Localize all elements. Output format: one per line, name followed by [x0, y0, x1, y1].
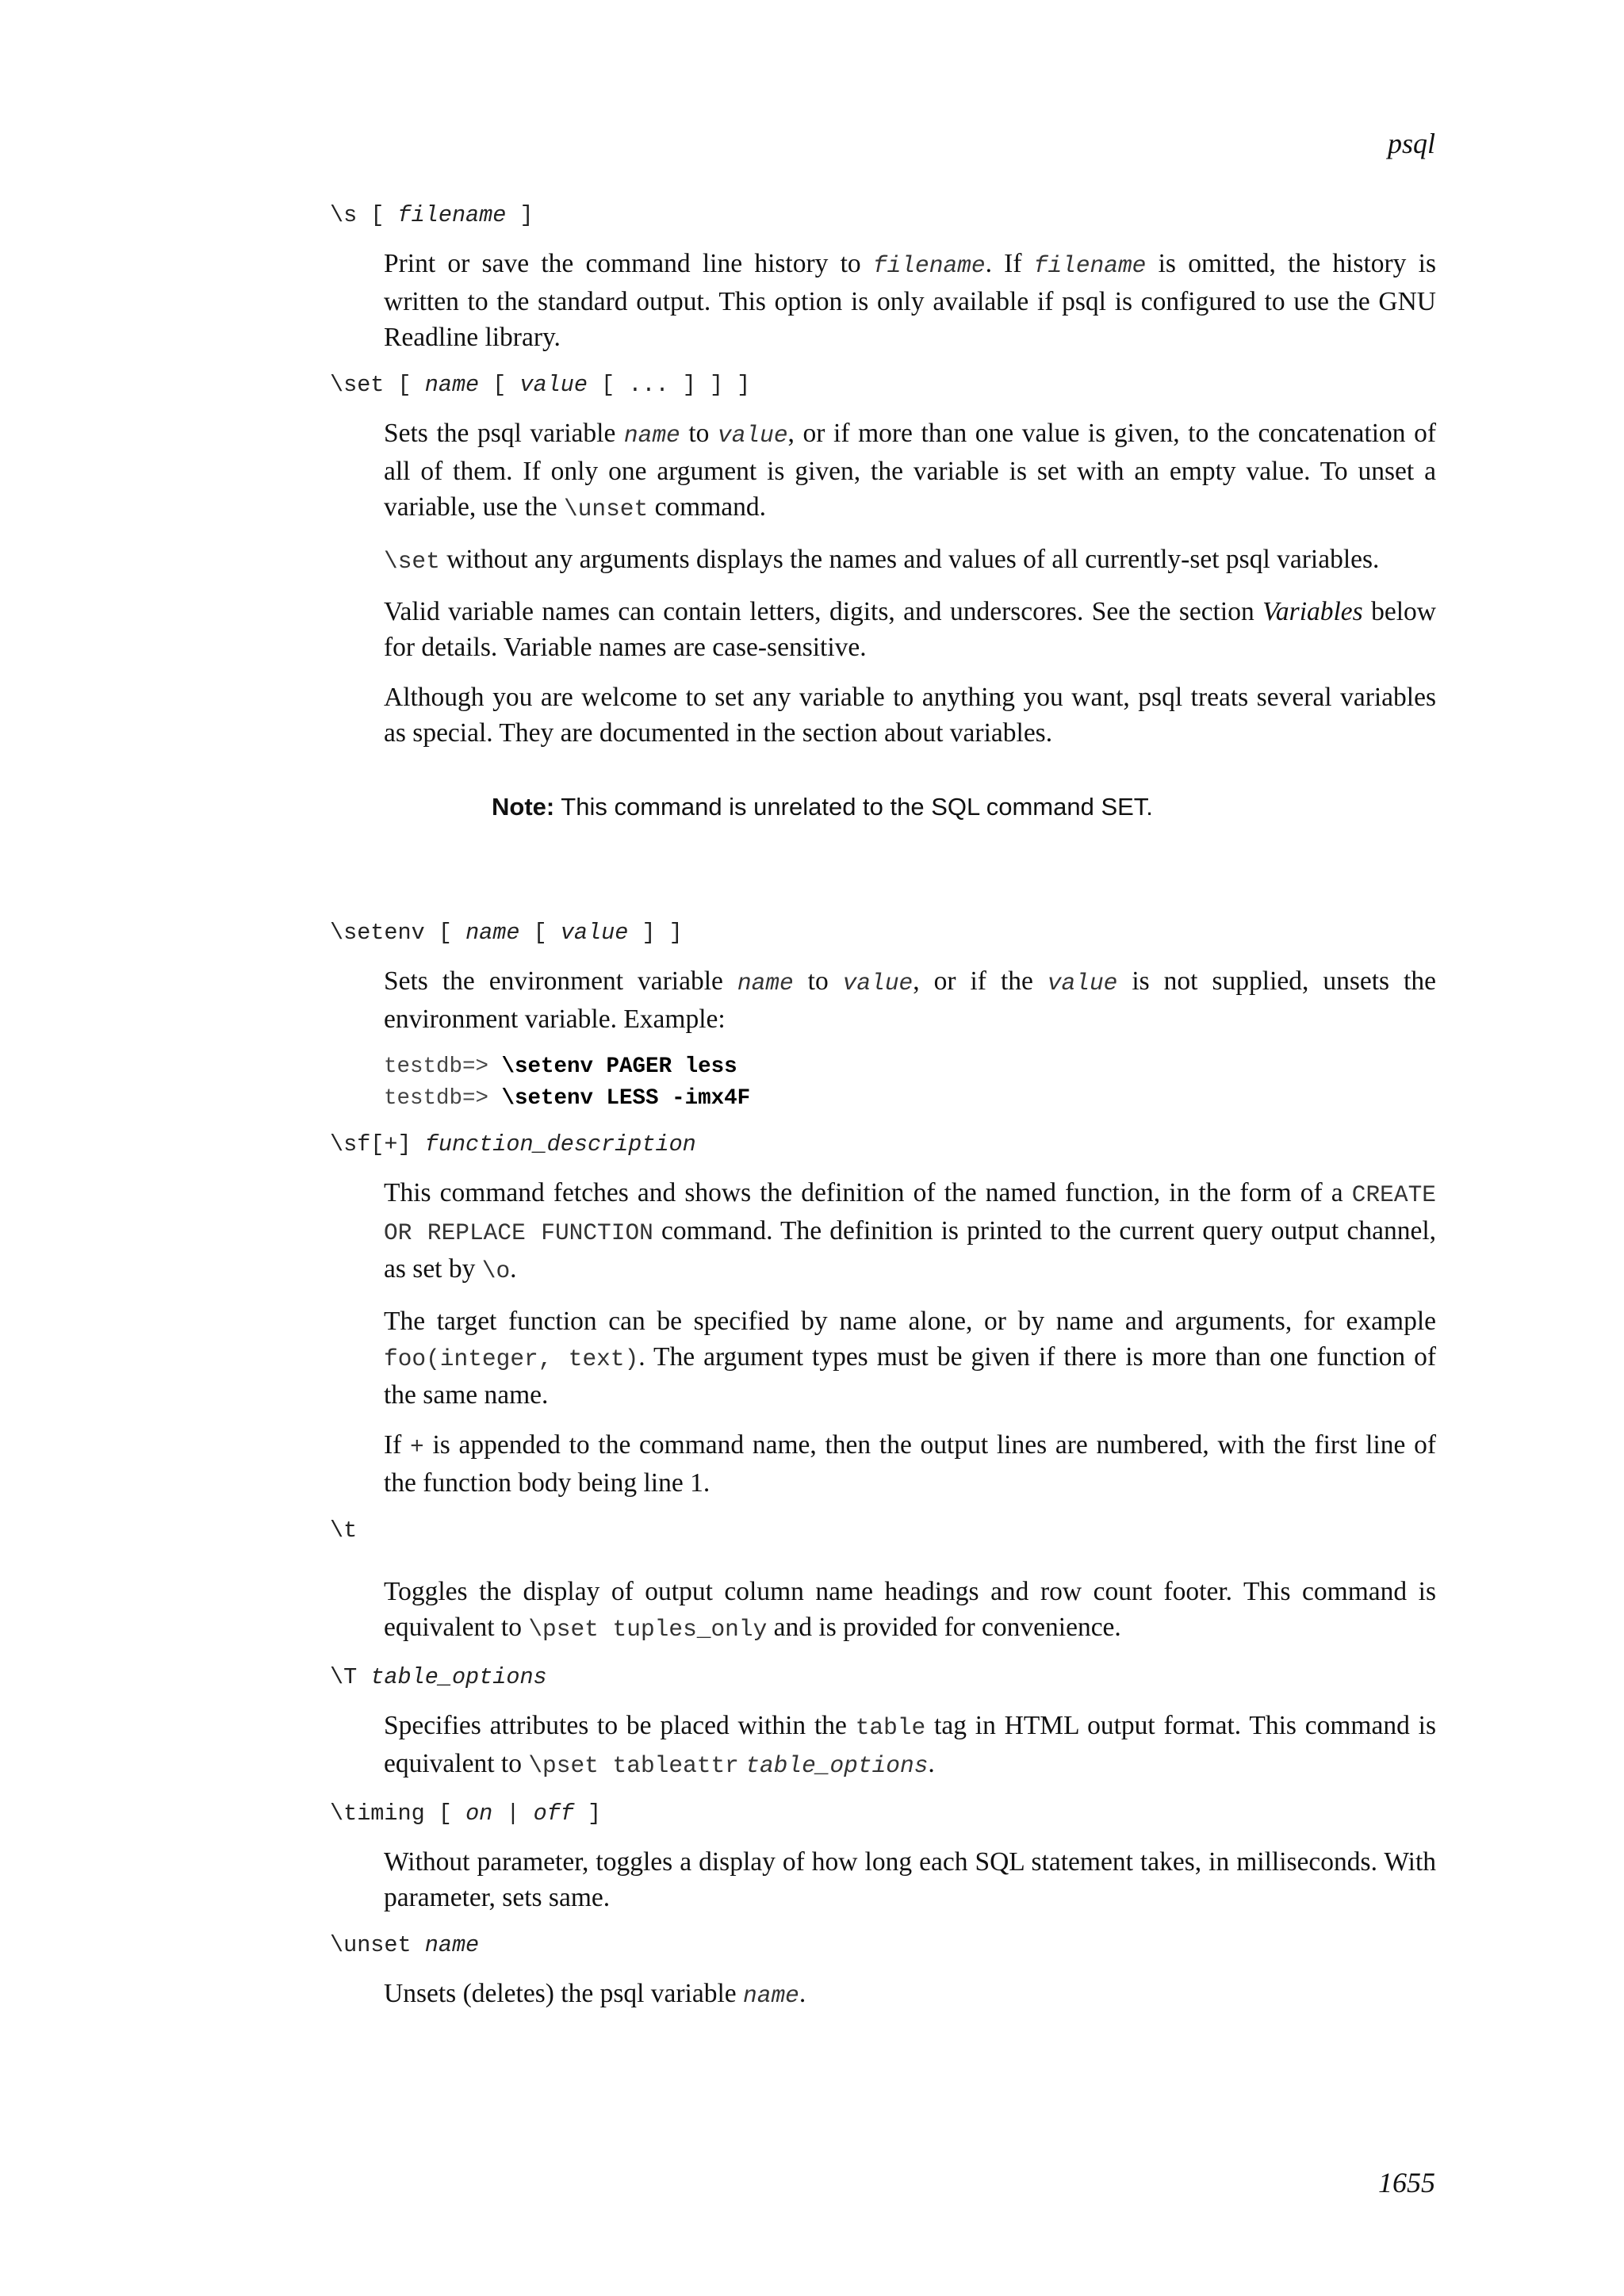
inline-code: CREATE OR REPLACE FUNCTION [384, 1181, 1436, 1246]
inline-code: name [623, 422, 680, 449]
term-t [330, 1515, 1436, 1547]
inline-code: \pset tuples_only [528, 1616, 768, 1643]
inline-code: + [410, 1433, 424, 1460]
paragraph: This command fetches and shows the definition of the named function, in the form of a CREATE OR REPLACE FUNCTION command. The definition is printed to the current query output channel, as set by \o. [384, 1178, 1437, 1284]
entry-set [330, 369, 1436, 917]
paragraph: Without parameter, toggles a display of how long each SQL statement takes, in milliseconds. With parameter, sets same. [384, 1847, 1436, 1912]
term-T [330, 1662, 1436, 1693]
command-name: \unset [330, 1932, 412, 1958]
definition-set [384, 415, 1436, 917]
argument-name: function_description [424, 1131, 696, 1158]
syntax-bracket: ] [519, 202, 534, 228]
inline-code: \unset [563, 496, 649, 522]
paragraph: If + is appended to the command name, then the output lines are numbered, with the first line of the function body being line 1. [384, 1430, 1436, 1498]
term-set: \set [ name [ value [ ... ] ] ] [330, 372, 751, 398]
inline-code: value [842, 970, 914, 997]
definition-t [384, 1574, 1436, 1647]
definition-setenv [384, 963, 1436, 1115]
argument-name: off [533, 1800, 574, 1827]
term-setenv: \setenv [ name [ value ] ] [330, 920, 683, 946]
term-unset [330, 1930, 1436, 1961]
argument-name: on [465, 1800, 493, 1827]
definition-sf [384, 1175, 1436, 1501]
command-name: \s [330, 202, 358, 228]
command-list [330, 200, 1436, 2028]
entry-s [330, 200, 1436, 355]
note-text: This command is unrelated to the SQL command SET. [554, 793, 1153, 821]
syntax-bracket: [ [370, 202, 385, 228]
term-s [330, 200, 1436, 232]
paragraph: Sets the psql variable name to value, or if more than one value is given, to the concatenation of all of them. If only one argument is given, the variable is set with an empty value. To unset a variable, use the \unset command. [384, 419, 1437, 522]
example-code-block [384, 1051, 1436, 1115]
inline-code: foo(integer, text) [384, 1345, 639, 1372]
command-name: \sf[+] [330, 1131, 412, 1158]
inline-code: table_options [745, 1752, 929, 1779]
paragraph: Although you are welcome to set any variable to anything you want, psql treats several variables as special. They are documented in the section about variables. [384, 683, 1436, 748]
inline-code: name [737, 970, 794, 997]
paragraph: The target function can be specified by name alone, or by name and arguments, for example foo(integer, text). The argument types must be given if there is more than one function of the same name. [384, 1307, 1436, 1410]
paragraph: \set without any arguments displays the names and values of all currently-set psql variables. [384, 545, 1380, 575]
term-timing: \timing [ on | off ] [330, 1800, 602, 1827]
inline-code: value [718, 422, 788, 449]
prompt: testdb=> [384, 1086, 502, 1111]
inline-code: name [743, 1982, 799, 2009]
user-input: \setenv PAGER less [501, 1054, 737, 1079]
command-name: \timing [330, 1800, 425, 1827]
argument-name: value [519, 372, 588, 398]
page-number: 1655 [1378, 2167, 1435, 2198]
definition-timing [384, 1844, 1436, 1915]
argument-name: name [465, 920, 520, 946]
inline-code: table [855, 1714, 926, 1741]
paragraph: Sets the environment variable name to value, or if the value is not supplied, unsets the environment variable. Example: [384, 966, 1437, 1034]
entry-sf [330, 1129, 1436, 1501]
paragraph: Unsets (deletes) the psql variable name. [384, 1979, 806, 2009]
entry-unset [330, 1930, 1436, 2014]
note-box [492, 790, 1436, 824]
definition-unset [384, 1976, 1436, 2014]
note-label: Note: [492, 793, 555, 821]
command-name: \t [330, 1517, 358, 1544]
inline-code: \pset tableattr [528, 1752, 739, 1779]
inline-code: filename [1033, 252, 1147, 279]
term-sf [330, 1129, 1436, 1161]
inline-code: value [1047, 970, 1118, 997]
command-name: \T [330, 1664, 358, 1690]
definition-s [384, 246, 1436, 355]
paragraph: Toggles the display of output column name headings and row count footer. This command is equivalent to \pset tuples_only and is provided for convenience. [384, 1577, 1436, 1643]
inline-code: \o [481, 1257, 511, 1284]
entry-t [330, 1515, 1436, 1647]
argument-name: name [424, 372, 480, 398]
inline-code: \set [384, 548, 440, 575]
inline-code: filename [872, 252, 986, 279]
command-name: \set [330, 372, 385, 398]
prompt: testdb=> [384, 1054, 502, 1079]
entry-setenv [330, 917, 1436, 1115]
section-reference: Variables [1262, 597, 1363, 626]
definition-T [384, 1708, 1436, 1784]
entry-T [330, 1662, 1436, 1784]
user-input: \setenv LESS -imx4F [501, 1086, 751, 1111]
paragraph: Valid variable names can contain letters, digits, and underscores. See the section Variables below for details. Variable names are case-sensitive. [384, 597, 1436, 662]
argument-name: table_options [370, 1664, 547, 1690]
argument-name: filename [397, 202, 507, 228]
paragraph: Print or save the command line history to filename. If filename is omitted, the history is written to the standard output. This option is only available if psql is configured to use the GNU Readline library. [384, 249, 1436, 352]
argument-name: name [424, 1932, 480, 1958]
argument-name: value [560, 920, 629, 946]
command-name: \setenv [330, 920, 425, 946]
running-header: psql [1387, 128, 1435, 159]
entry-timing [330, 1798, 1436, 1915]
paragraph: Specifies attributes to be placed within the table tag in HTML output format. This command is equivalent to \pset tableattr table_options. [384, 1711, 1436, 1779]
